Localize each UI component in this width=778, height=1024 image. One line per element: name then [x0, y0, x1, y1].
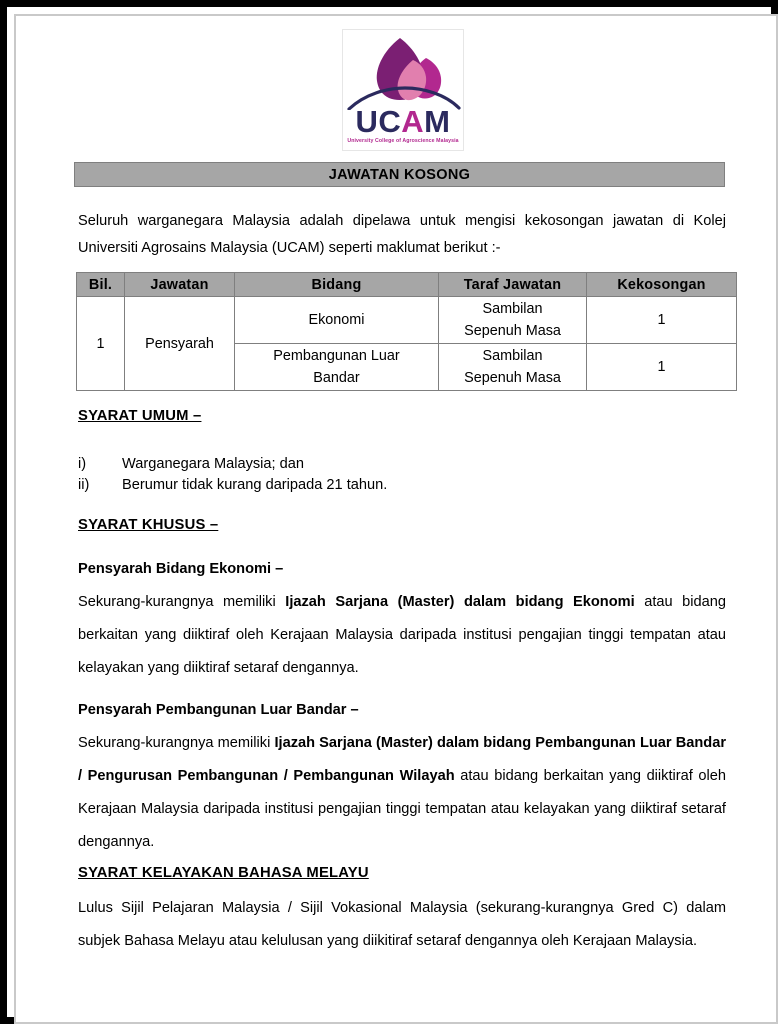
cell-taraf-2-line1: Sambilan	[482, 348, 543, 364]
paragraph-ekonomi-lead: Sekurang-kurangnya memiliki	[78, 594, 286, 610]
list-item	[78, 453, 304, 476]
cell-bil: 1	[77, 297, 125, 391]
document-content	[16, 16, 776, 1022]
subheading-pensyarah-luar-bandar: Pensyarah Pembangunan Luar Bandar –	[78, 702, 359, 718]
heading-syarat-khusus: SYARAT KHUSUS –	[78, 517, 219, 533]
cell-taraf-1-line1: Sambilan	[482, 301, 543, 317]
cell-taraf-1-line2: Sepenuh Masa	[464, 323, 561, 339]
cell-bidang-2-line2: Bandar	[313, 370, 360, 386]
paragraph-ekonomi-tail: atau bidang berkaitan yang diiktiraf oleh Kerajaan Malaysia daripada institusi pengajian tinggi tempatan atau kelayakan yang diiktiraf setaraf dengannya.	[78, 594, 726, 676]
ucam-tagline: University College of Agroscience Malaysia	[347, 138, 459, 144]
cell-bidang-2-line1: Pembangunan Luar	[273, 348, 400, 364]
cell-taraf-2	[439, 344, 587, 391]
list-marker: i)	[78, 456, 87, 472]
col-header-bidang: Bidang	[235, 273, 439, 297]
col-header-taraf: Taraf Jawatan	[439, 273, 587, 297]
wordmark-post: M	[424, 104, 451, 139]
paragraph-ekonomi-bold: Ijazah Sarjana (Master) dalam bidang Ekonomi	[285, 594, 635, 610]
ucam-logo-mark	[343, 36, 463, 110]
cell-kekosongan-1: 1	[587, 297, 737, 344]
heading-syarat-bahasa-melayu: SYARAT KELAYAKAN BAHASA MELAYU	[78, 865, 369, 881]
table-row	[77, 297, 737, 344]
heading-syarat-umum: SYARAT UMUM –	[78, 408, 202, 424]
intro-paragraph: Seluruh warganegara Malaysia adalah dipelawa untuk mengisi kekosongan jawatan di Kolej Universiti Agrosains Malaysia (UCAM) seperti maklumat berikut :-	[78, 213, 726, 256]
cell-kekosongan-2: 1	[587, 344, 737, 391]
cell-jawatan: Pensyarah	[125, 297, 235, 391]
paragraph-luar-bandar	[78, 727, 726, 859]
table-header-row	[77, 273, 737, 297]
list-text: Berumur tidak kurang daripada 21 tahun.	[122, 477, 388, 493]
vacancy-table	[76, 272, 737, 391]
cell-taraf-1	[439, 297, 587, 344]
wordmark-a: A	[401, 104, 425, 139]
list-text: Warganegara Malaysia; dan	[122, 456, 304, 472]
page-title-bar	[74, 162, 725, 187]
paragraph-luar-bandar-tail: atau bidang berkaitan yang diiktiraf oleh Kerajaan Malaysia daripada institusi pengajian tinggi tempatan atau kelayakan yang diiktiraf setaraf dengannya.	[78, 768, 726, 850]
list-marker: ii)	[78, 477, 90, 493]
cell-taraf-2-line2: Sepenuh Masa	[464, 370, 561, 386]
wordmark-pre: UC	[355, 104, 402, 139]
ucam-wordmark	[343, 106, 463, 137]
cell-bidang-2	[235, 344, 439, 391]
page-title: JAWATAN KOSONG	[328, 166, 471, 183]
subheading-pensyarah-ekonomi: Pensyarah Bidang Ekonomi –	[78, 561, 284, 577]
col-header-jawatan: Jawatan	[125, 273, 235, 297]
col-header-bil: Bil.	[77, 273, 125, 297]
page-inner-border	[14, 14, 778, 1024]
ucam-logo	[342, 29, 464, 151]
list-item	[78, 474, 387, 497]
paragraph-luar-bandar-bold: Ijazah Sarjana (Master) dalam bidang Pembangunan Luar Bandar / Pengurusan Pembangunan / Pembangunan Wilayah	[78, 735, 727, 784]
cell-bidang-1: Ekonomi	[235, 297, 439, 344]
paragraph-bahasa-melayu: Lulus Sijil Pelajaran Malaysia / Sijil Vokasional Malaysia (sekurang-kurangnya Gred C) dalam subjek Bahasa Melayu atau kelulusan yang diikitiraf setaraf dengannya oleh Kerajaan Malaysia.	[78, 900, 726, 949]
paragraph-ekonomi	[78, 586, 726, 685]
col-header-kekosongan: Kekosongan	[587, 273, 737, 297]
paragraph-luar-bandar-lead: Sekurang-kurangnya memiliki	[78, 735, 275, 751]
